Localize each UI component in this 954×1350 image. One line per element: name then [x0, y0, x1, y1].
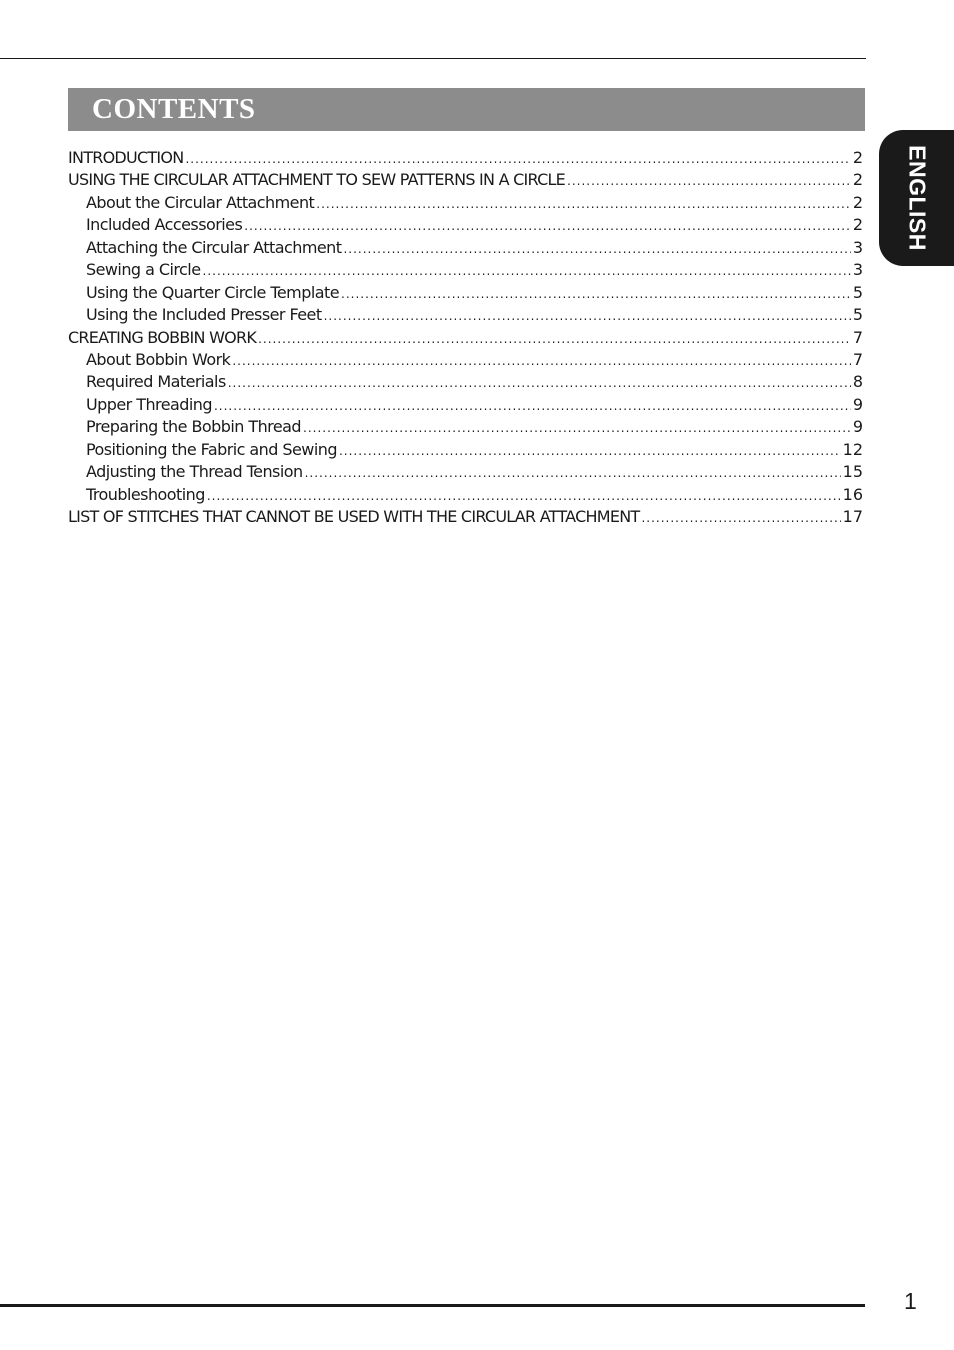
toc-entry-page: 3	[852, 237, 863, 257]
toc-entry-label: Required Materials	[86, 372, 226, 392]
toc-entry[interactable]	[68, 484, 863, 506]
toc-entry-label: INTRODUCTION	[68, 148, 184, 167]
toc-entry[interactable]	[68, 416, 863, 438]
toc-leader-dots	[567, 170, 851, 191]
toc-entry[interactable]	[68, 506, 863, 528]
toc-leader-dots	[339, 440, 841, 461]
toc-entry[interactable]	[68, 169, 863, 191]
toc-entry-page: 5	[852, 282, 863, 302]
toc-entry[interactable]	[68, 237, 863, 259]
toc-entry-label: Upper Threading	[86, 394, 212, 414]
toc-leader-dots	[207, 485, 841, 506]
toc-leader-dots	[228, 372, 851, 393]
toc-entry-label: Attaching the Circular Attachment	[86, 237, 342, 257]
table-of-contents	[68, 147, 863, 528]
toc-entry[interactable]	[68, 394, 863, 416]
toc-entry-page: 12	[842, 439, 863, 459]
toc-entry-page: 5	[852, 305, 863, 325]
toc-entry-label: Sewing a Circle	[86, 260, 201, 280]
toc-entry-label: Troubleshooting	[86, 484, 205, 504]
toc-entry[interactable]	[68, 192, 863, 214]
toc-entry-page: 8	[852, 372, 863, 392]
toc-entry-label: About Bobbin Work	[86, 349, 231, 369]
toc-entry-page: 2	[852, 148, 863, 167]
toc-leader-dots	[258, 328, 851, 349]
page-title: CONTENTS	[92, 93, 256, 125]
toc-entry-page: 17	[842, 507, 863, 526]
toc-entry-label: Preparing the Bobbin Thread	[86, 417, 301, 437]
toc-leader-dots	[343, 238, 850, 259]
language-tab-label: ENGLISH	[904, 145, 930, 251]
toc-leader-dots	[305, 462, 841, 483]
toc-entry-label: About the Circular Attachment	[86, 192, 315, 212]
toc-entry-label: Using the Quarter Circle Template	[86, 282, 339, 302]
toc-entry[interactable]	[68, 282, 863, 304]
toc-leader-dots	[324, 305, 851, 326]
toc-leader-dots	[185, 148, 850, 169]
toc-leader-dots	[203, 260, 851, 281]
title-bar	[68, 88, 865, 131]
page-number: 1	[904, 1288, 917, 1314]
toc-entry-page: 2	[852, 192, 863, 212]
toc-entry-page: 15	[842, 462, 863, 482]
bottom-rule	[0, 1304, 865, 1307]
top-rule	[0, 58, 866, 59]
toc-entry[interactable]	[68, 439, 863, 461]
toc-entry[interactable]	[68, 461, 863, 483]
toc-entry-page: 7	[852, 327, 863, 347]
toc-entry-page: 9	[852, 394, 863, 414]
toc-leader-dots	[232, 350, 851, 371]
toc-leader-dots	[641, 507, 840, 528]
toc-entry[interactable]	[68, 371, 863, 393]
toc-entry-label: Included Accessories	[86, 215, 243, 235]
toc-leader-dots	[303, 417, 851, 438]
language-tab	[879, 130, 954, 266]
toc-entry[interactable]	[68, 214, 863, 236]
toc-entry[interactable]	[68, 259, 863, 281]
toc-entry-page: 16	[842, 484, 863, 504]
toc-entry-page: 2	[852, 215, 863, 235]
toc-entry-label: Adjusting the Thread Tension	[86, 462, 303, 482]
toc-entry[interactable]	[68, 304, 863, 326]
toc-entry-label: Using the Included Presser Feet	[86, 305, 322, 325]
toc-leader-dots	[341, 283, 851, 304]
toc-entry-label: LIST OF STITCHES THAT CANNOT BE USED WITH THE CIRCULAR ATTACHMENT	[68, 507, 640, 526]
toc-entry-label: CREATING BOBBIN WORK	[68, 327, 257, 347]
toc-entry-page: 3	[852, 260, 863, 280]
toc-entry[interactable]	[68, 327, 863, 349]
toc-entry-label: Positioning the Fabric and Sewing	[86, 439, 337, 459]
toc-entry-label: USING THE CIRCULAR ATTACHMENT TO SEW PATTERNS IN A CIRCLE	[68, 170, 566, 190]
toc-leader-dots	[214, 395, 851, 416]
toc-entry[interactable]	[68, 349, 863, 371]
toc-leader-dots	[316, 193, 851, 214]
toc-entry-page: 7	[852, 349, 863, 369]
toc-entry-page: 2	[852, 170, 863, 190]
toc-entry-page: 9	[852, 417, 863, 437]
toc-entry[interactable]	[68, 147, 863, 169]
toc-leader-dots	[244, 215, 851, 236]
